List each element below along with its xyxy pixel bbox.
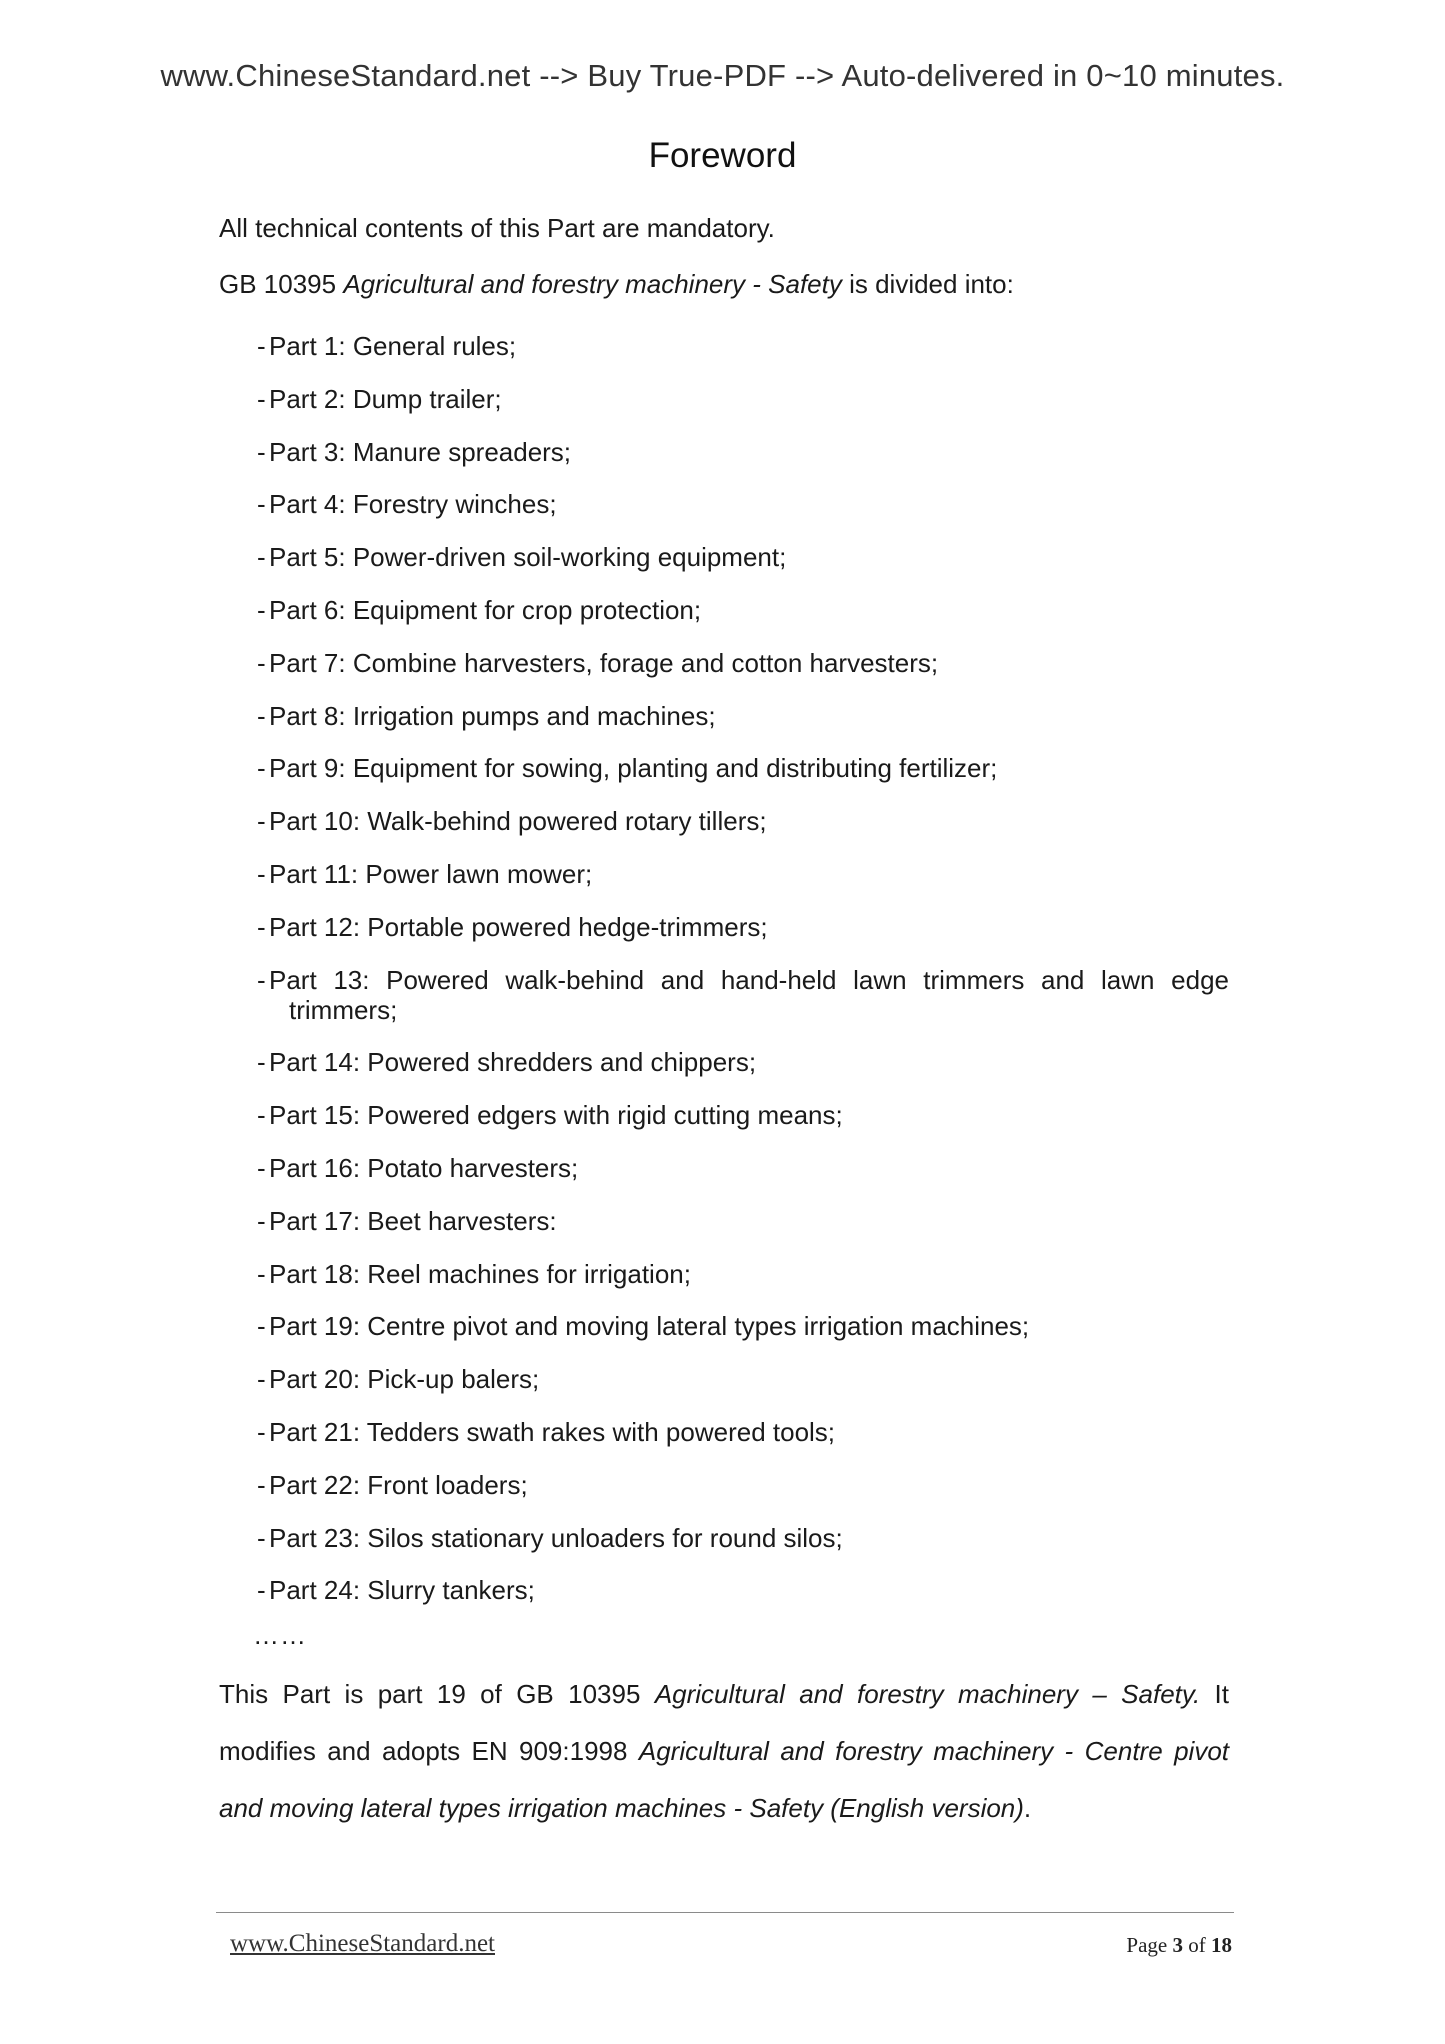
list-item-text: Part 22: Front loaders;	[269, 1469, 528, 1500]
list-marker: -	[257, 383, 266, 414]
list-marker: -	[257, 1522, 266, 1553]
list-marker: -	[257, 806, 266, 837]
page-label: Page	[1126, 1933, 1168, 1957]
footer-divider	[216, 1912, 1234, 1913]
list-marker: -	[257, 858, 266, 889]
list-item-text: Part 17: Beet harvesters:	[269, 1205, 557, 1236]
list-item-text: Part 5: Power-driven soil-working equipment;	[269, 542, 787, 573]
list-marker: -	[257, 1364, 266, 1395]
adoption-statement	[219, 1666, 1229, 1837]
mandatory-statement: All technical contents of this Part are mandatory.	[219, 213, 775, 243]
list-item	[257, 1153, 1229, 1183]
list-marker: -	[257, 594, 266, 625]
list-item-text: Part 8: Irrigation pumps and machines;	[269, 700, 716, 731]
list-marker: -	[257, 647, 266, 678]
list-item-text: Part 20: Pick-up balers;	[269, 1364, 540, 1395]
parts-list	[219, 331, 1229, 1605]
list-marker: -	[257, 964, 266, 995]
standard-title: Agricultural and forestry machinery - Safety	[343, 269, 842, 299]
list-item	[257, 859, 1229, 889]
list-item	[257, 1311, 1229, 1341]
list-item	[257, 437, 1229, 467]
list-marker: -	[257, 1575, 266, 1606]
list-marker: -	[257, 1152, 266, 1183]
list-item-text: Part 23: Silos stationary unloaders for round silos;	[269, 1522, 843, 1553]
list-item	[257, 701, 1229, 731]
list-item-text: Part 15: Powered edgers with rigid cutting means;	[269, 1100, 843, 1131]
list-item-text: Part 9: Equipment for sowing, planting and distributing fertilizer;	[269, 753, 998, 784]
list-item	[257, 1417, 1229, 1447]
list-marker: -	[257, 436, 266, 467]
list-item-text: Part 3: Manure spreaders;	[269, 436, 572, 467]
closing-title-1: Agricultural and forestry machinery – Safety.	[654, 1679, 1201, 1710]
list-item	[257, 648, 1229, 678]
list-item	[257, 595, 1229, 625]
list-marker: -	[257, 1047, 266, 1078]
list-marker: -	[257, 1469, 266, 1500]
list-item	[257, 1206, 1229, 1236]
list-item	[257, 1470, 1229, 1500]
list-item	[257, 965, 1229, 1025]
list-item-text: Part 21: Tedders swath rakes with powered tools;	[269, 1416, 836, 1447]
list-item-text: Part 6: Equipment for crop protection;	[269, 594, 702, 625]
list-item	[257, 542, 1229, 572]
list-item-text: Part 13: Powered walk-behind and hand-held lawn trimmers and lawn edge trimmers;	[269, 964, 1229, 1025]
page-number	[1126, 1933, 1232, 1958]
footer-website-link[interactable]: www.ChineseStandard.net	[230, 1930, 495, 1957]
list-item-text: Part 24: Slurry tankers;	[269, 1575, 535, 1606]
list-item	[257, 1100, 1229, 1130]
intro-suffix: is divided into:	[841, 269, 1014, 299]
list-item-text: Part 16: Potato harvesters;	[269, 1152, 579, 1183]
list-marker: -	[257, 489, 266, 520]
header-banner: www.ChineseStandard.net --> Buy True-PDF --> Auto-delivered in 0~10 minutes.	[160, 58, 1285, 93]
list-marker: -	[257, 1205, 266, 1236]
list-marker: -	[257, 331, 266, 361]
list-item	[257, 1364, 1229, 1394]
list-item-text: Part 10: Walk-behind powered rotary tillers;	[269, 806, 767, 837]
list-item	[257, 806, 1229, 836]
list-item	[257, 1523, 1229, 1553]
list-marker: -	[257, 1311, 266, 1342]
list-item	[257, 1575, 1229, 1605]
closing-text-1: This Part is part 19 of GB 10395	[219, 1679, 655, 1710]
list-item	[257, 1259, 1229, 1289]
list-item-text: Part 1: General rules;	[269, 331, 517, 361]
list-marker: -	[257, 911, 266, 942]
list-item	[257, 489, 1229, 519]
list-item	[257, 384, 1229, 414]
list-ellipsis: ……	[253, 1620, 307, 1651]
list-item-text: Part 2: Dump trailer;	[269, 383, 502, 414]
list-item-text: Part 19: Centre pivot and moving lateral types irrigation machines;	[269, 1311, 1030, 1342]
list-item	[257, 331, 1229, 361]
standard-division-statement	[219, 269, 1229, 299]
list-item	[257, 753, 1229, 783]
intro-prefix: GB 10395	[219, 269, 344, 299]
list-item-text: Part 12: Portable powered hedge-trimmers;	[269, 911, 768, 942]
list-marker: -	[257, 753, 266, 784]
closing-text-2: It modifies and adopts EN 909:1998	[219, 1679, 1229, 1767]
document-body	[219, 213, 1229, 1837]
list-marker: -	[257, 1258, 266, 1289]
closing-title-2: Agricultural and forestry machinery - Centre pivot and moving lateral types irrigation machines - Safety (English version)	[219, 1736, 1229, 1824]
list-item	[257, 912, 1229, 942]
list-item-text: Part 11: Power lawn mower;	[269, 858, 593, 889]
page-current: 3	[1172, 1933, 1183, 1957]
list-item-text: Part 4: Forestry winches;	[269, 489, 557, 520]
list-item-text: Part 14: Powered shredders and chippers;	[269, 1047, 757, 1078]
list-item-text: Part 18: Reel machines for irrigation;	[269, 1258, 691, 1289]
list-marker: -	[257, 1416, 266, 1447]
page-title: Foreword	[648, 136, 797, 175]
list-marker: -	[257, 542, 266, 573]
list-marker: -	[257, 1100, 266, 1131]
page-total: 18	[1211, 1933, 1232, 1957]
page-of: of	[1188, 1933, 1206, 1957]
list-item	[257, 1047, 1229, 1077]
closing-text-3: .	[1023, 1793, 1032, 1824]
list-marker: -	[257, 700, 266, 731]
list-item-text: Part 7: Combine harvesters, forage and cotton harvesters;	[269, 647, 939, 678]
